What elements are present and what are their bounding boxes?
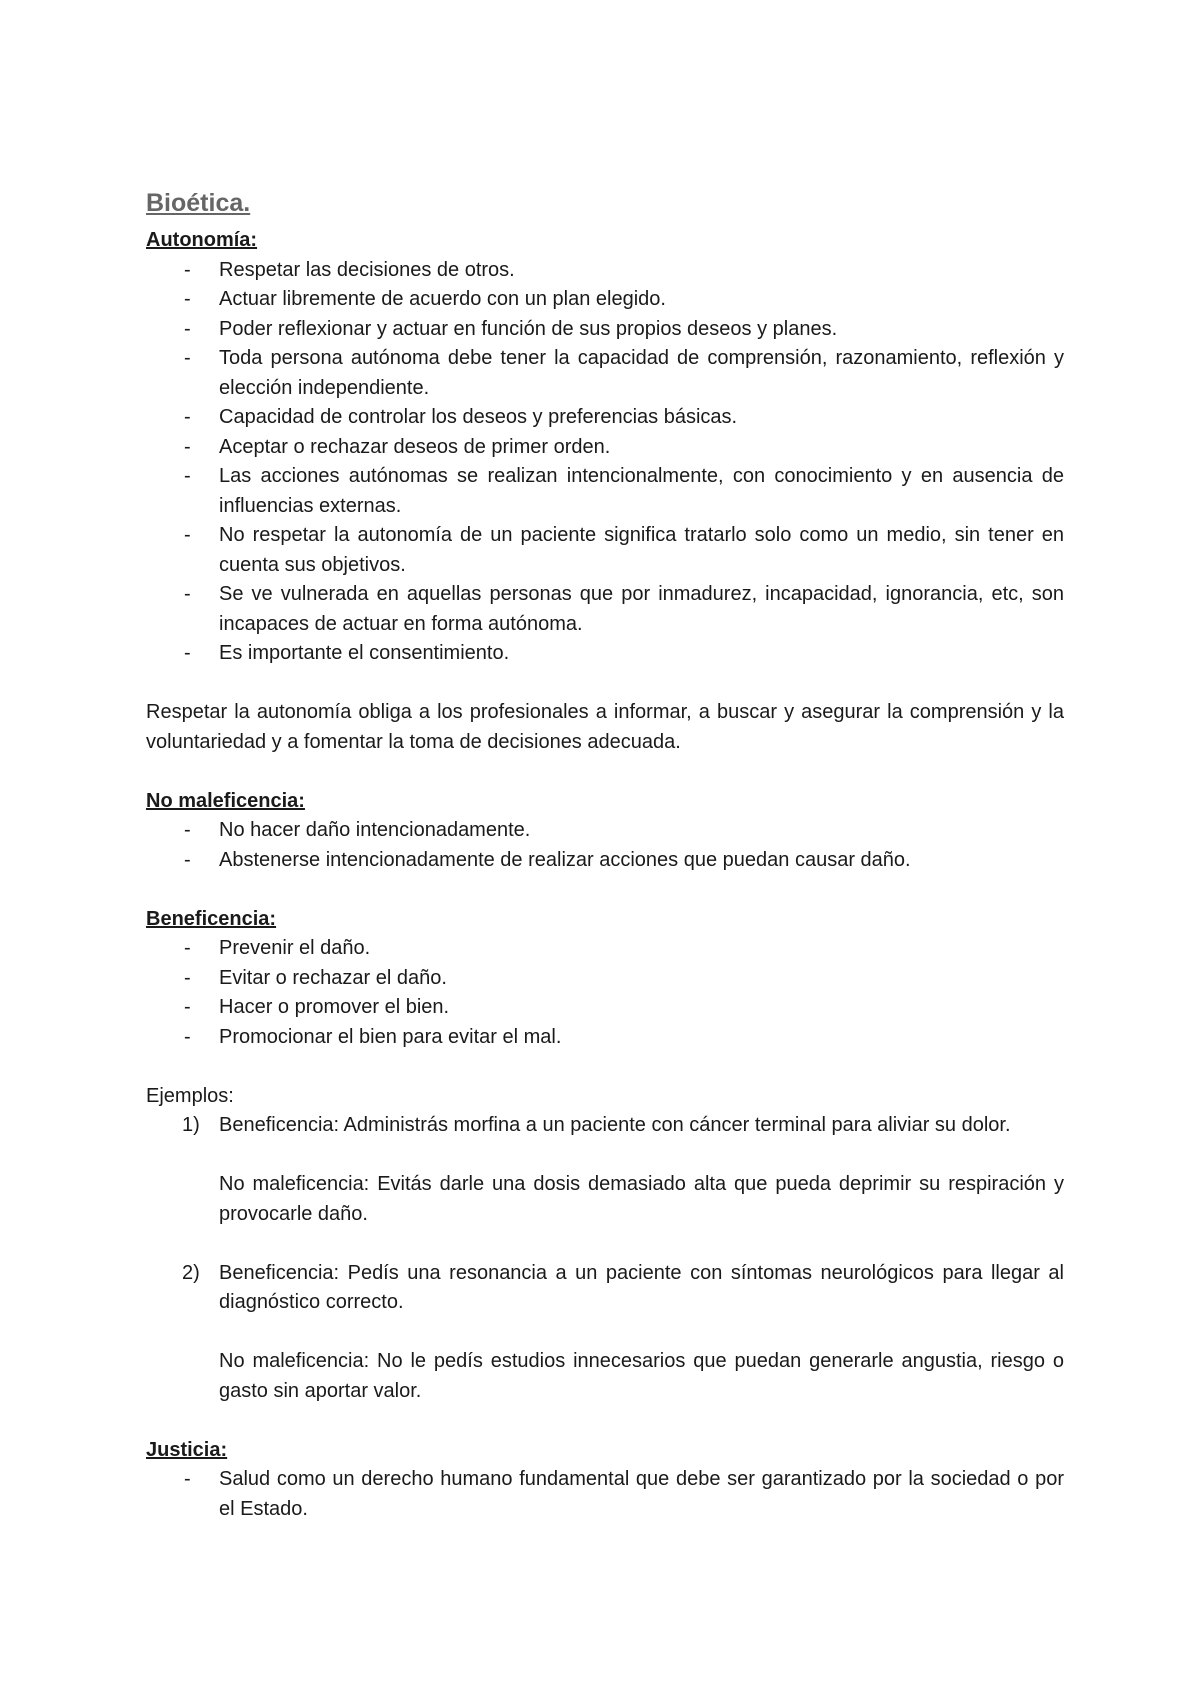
spacer — [146, 1406, 1064, 1436]
spacer — [146, 669, 1064, 699]
list-item — [146, 433, 1064, 463]
list-item-text: Hacer o promover el bien. — [219, 996, 450, 1018]
dash-marker: - — [184, 642, 191, 664]
dash-marker: - — [184, 347, 191, 369]
list-item-text: No hacer daño intencionadamente. — [219, 819, 531, 841]
example-number: 1) — [182, 1114, 200, 1136]
section-heading-autonomia: Autonomía: — [146, 229, 258, 251]
list-item — [146, 403, 1064, 433]
dash-marker: - — [184, 583, 191, 605]
dash-marker: - — [184, 819, 191, 841]
list-item — [146, 934, 1064, 964]
list-item-text: No respetar la autonomía de un paciente significa tratarlo solo como un medio, sin tener en cuenta sus objetivos. — [219, 524, 1064, 576]
dash-marker: - — [184, 524, 191, 546]
section-heading-beneficencia: Beneficencia: — [146, 907, 277, 930]
list-item-text: Evitar o rechazar el daño. — [219, 966, 447, 989]
list-item-text: Prevenir el daño. — [219, 937, 371, 959]
list-item-text: Las acciones autónomas se realizan intencionalmente, con conocimiento y en ausencia de influencias externas. — [219, 465, 1064, 517]
example-beneficencia-text: Beneficencia: Pedís una resonancia a un paciente con síntomas neurológicos para llegar al diagnóstico correcto. — [219, 1261, 1064, 1313]
list-item — [146, 1023, 1064, 1053]
autonomia-paragraph: Respetar la autonomía obliga a los profesionales a informar, a buscar y asegurar la comprensión y la voluntariedad y a fomentar la toma de decisiones adecuada. — [146, 701, 1064, 753]
spacer — [219, 1229, 1064, 1259]
list-item — [146, 846, 1064, 876]
spacer — [219, 1141, 1064, 1171]
no-maleficencia-list — [146, 816, 1064, 875]
list-item-text: Abstenerse intencionadamente de realizar acciones que puedan causar daño. — [219, 848, 911, 871]
beneficencia-list — [146, 934, 1064, 1052]
examples-list — [146, 1111, 1064, 1406]
list-item-text: Toda persona autónoma debe tener la capacidad de comprensión, razonamiento, reflexión y elección independiente. — [219, 347, 1064, 399]
list-item — [146, 315, 1064, 345]
list-item-text: Promocionar el bien para evitar el mal. — [219, 1025, 562, 1048]
dash-marker: - — [184, 1468, 191, 1490]
example-no-maleficencia-text: No maleficencia: No le pedís estudios innecesarios que puedan generarle angustia, riesgo o gasto sin aportar valor. — [219, 1350, 1064, 1402]
list-item-text: Capacidad de controlar los deseos y preferencias básicas. — [219, 406, 738, 428]
dash-marker: - — [184, 848, 191, 871]
document-page — [146, 186, 1064, 1524]
list-item-text: Se ve vulnerada en aquellas personas que por inmadurez, incapacidad, ignorancia, etc, son incapaces de actuar en forma autónoma. — [219, 583, 1064, 635]
list-item-text: Actuar libremente de acuerdo con un plan elegido. — [219, 288, 666, 310]
section-heading-justicia: Justicia: — [146, 1438, 228, 1461]
section-heading-no-maleficencia: No maleficencia: — [146, 789, 305, 812]
list-item — [146, 816, 1064, 846]
example-no-maleficencia-text: No maleficencia: Evitás darle una dosis demasiado alta que pueda deprimir su respiración y provocarle daño. — [219, 1173, 1064, 1225]
dash-marker: - — [184, 1025, 191, 1048]
list-item — [146, 285, 1064, 315]
list-item — [146, 1465, 1064, 1524]
list-item-text: Es importante el consentimiento. — [219, 642, 510, 664]
list-item-text: Poder reflexionar y actuar en función de sus propios deseos y planes. — [219, 317, 838, 340]
examples-heading: Ejemplos: — [146, 1084, 234, 1107]
dash-marker: - — [184, 937, 191, 959]
list-item — [146, 964, 1064, 994]
list-item — [146, 639, 1064, 669]
spacer — [219, 1318, 1064, 1348]
dash-marker: - — [184, 435, 191, 458]
example-number: 2) — [182, 1261, 200, 1284]
dash-marker: - — [184, 465, 191, 487]
list-item — [146, 580, 1064, 639]
list-item — [146, 993, 1064, 1023]
dash-marker: - — [184, 966, 191, 989]
document-title: Bioética. — [146, 189, 251, 217]
list-item-text: Aceptar o rechazar deseos de primer orden. — [219, 435, 611, 458]
list-item — [146, 344, 1064, 403]
spacer — [146, 757, 1064, 787]
autonomia-list — [146, 256, 1064, 669]
dash-marker: - — [184, 317, 191, 340]
list-item — [146, 462, 1064, 521]
dash-marker: - — [184, 258, 191, 281]
example-beneficencia-text: Beneficencia: Administrás morfina a un paciente con cáncer terminal para aliviar su dolor. — [219, 1114, 1011, 1136]
dash-marker: - — [184, 996, 191, 1018]
dash-marker: - — [184, 406, 191, 428]
spacer — [146, 875, 1064, 905]
dash-marker: - — [184, 288, 191, 310]
example-item — [146, 1259, 1064, 1407]
list-item-text: Salud como un derecho humano fundamental que debe ser garantizado por la sociedad o por el Estado. — [219, 1468, 1064, 1520]
list-item — [146, 521, 1064, 580]
list-item-text: Respetar las decisiones de otros. — [219, 258, 515, 281]
example-item — [146, 1111, 1064, 1259]
spacer — [146, 1052, 1064, 1082]
list-item — [146, 256, 1064, 286]
justicia-list — [146, 1465, 1064, 1524]
